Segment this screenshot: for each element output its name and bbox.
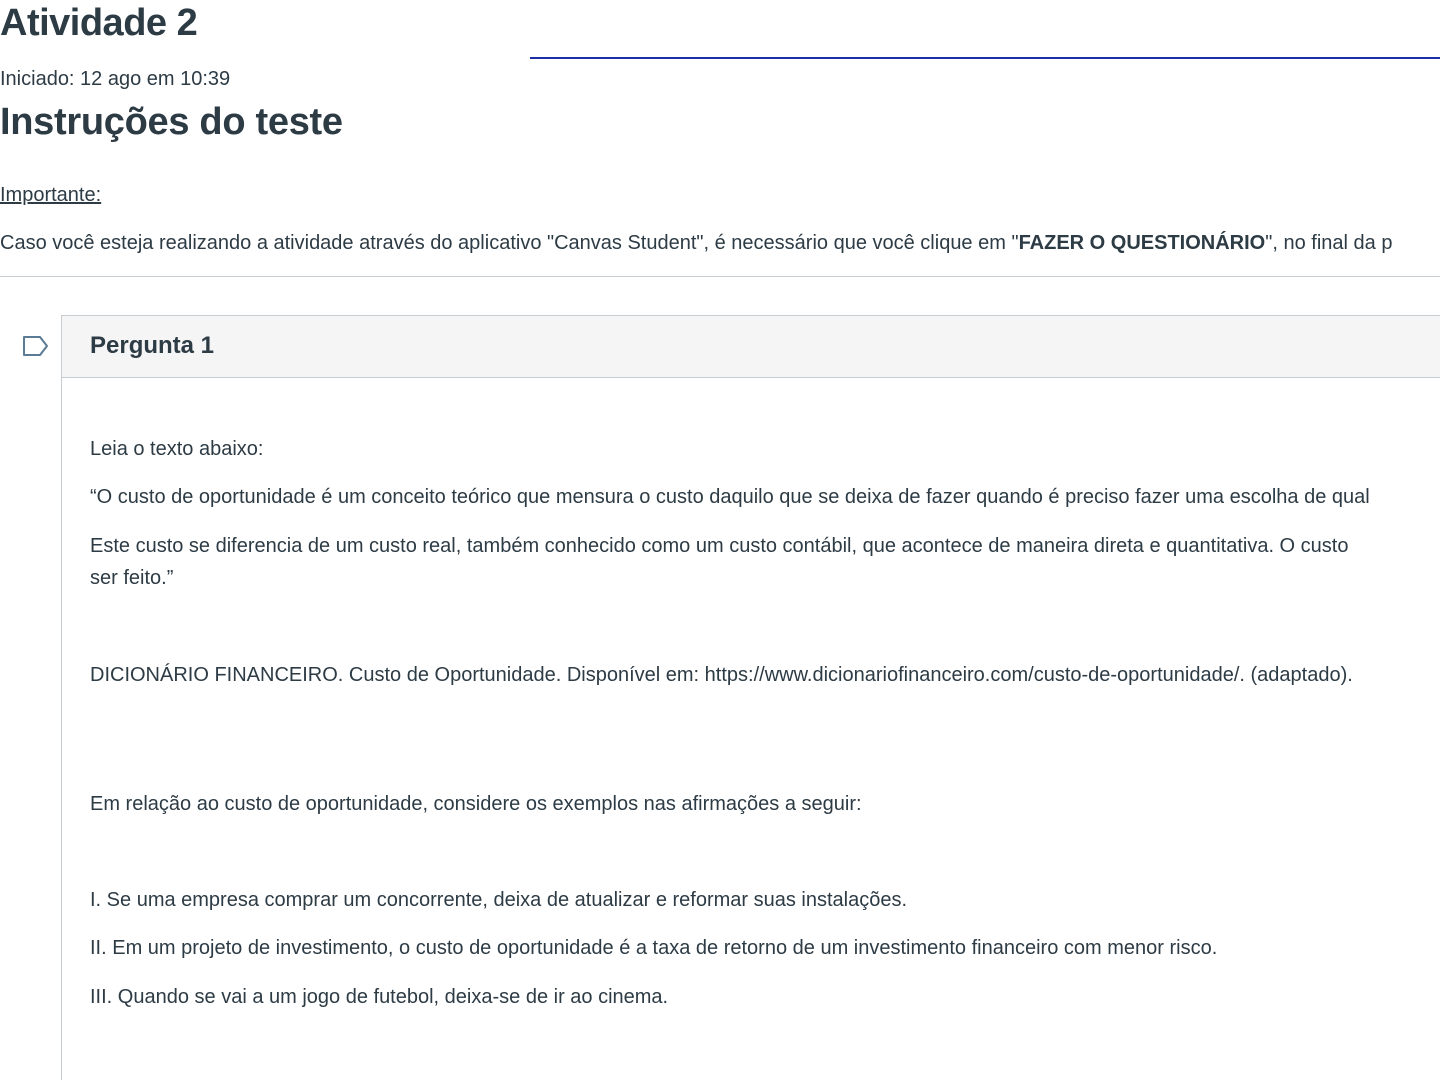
notice-emphasis: FAZER O QUESTIONÁRIO [1018, 232, 1266, 254]
question-quote-line: Este custo se diferencia de um custo real, também conhecido como um custo contábil, que acontece de maneira direta e quantitativa. O custo [90, 535, 1349, 557]
question-source: DICIONÁRIO FINANCEIRO. Custo de Oportunidade. Disponível em: https://www.dicionariofinanceiro.com/custo-de-oportunidade/. (adaptado). [90, 664, 1353, 686]
statement-item: III. Quando se vai a um jogo de futebol, deixa-se de ir ao cinema. [90, 986, 669, 1008]
statement-item: I. Se uma empresa comprar um concorrente, deixa de atualizar e reformar suas instalações. [90, 889, 908, 911]
quiz-title: Atividade 2 [0, 2, 198, 44]
title-divider [530, 57, 1440, 59]
question-intro: Leia o texto abaixo: [90, 438, 264, 460]
question-card [61, 315, 1440, 1080]
question-title: Pergunta 1 [90, 332, 215, 359]
important-label: Importante: [0, 184, 102, 206]
notice-text-prefix: Caso você esteja realizando a atividade através do aplicativo "Canvas Student", é necessário que você clique em " [0, 232, 1019, 254]
question-header [62, 316, 1440, 378]
bookmark-flag-icon[interactable] [22, 335, 50, 357]
question-quote-line: “O custo de oportunidade é um conceito teórico que mensura o custo daquilo que se deixa de fazer quando é preciso fazer uma escolha de qual [90, 486, 1370, 508]
instructions-heading: Instruções do teste [0, 101, 343, 143]
section-divider [0, 276, 1440, 277]
notice-text-suffix: ", no final da p [1265, 232, 1393, 254]
question-prompt: Em relação ao custo de oportunidade, considere os exemplos nas afirmações a seguir: [90, 793, 862, 815]
started-timestamp: Iniciado: 12 ago em 10:39 [0, 68, 231, 90]
question-quote-line: ser feito.” [90, 567, 174, 589]
instructions-notice [0, 232, 1392, 255]
statement-item: II. Em um projeto de investimento, o custo de oportunidade é a taxa de retorno de um investimento financeiro com menor risco. [90, 937, 1218, 959]
